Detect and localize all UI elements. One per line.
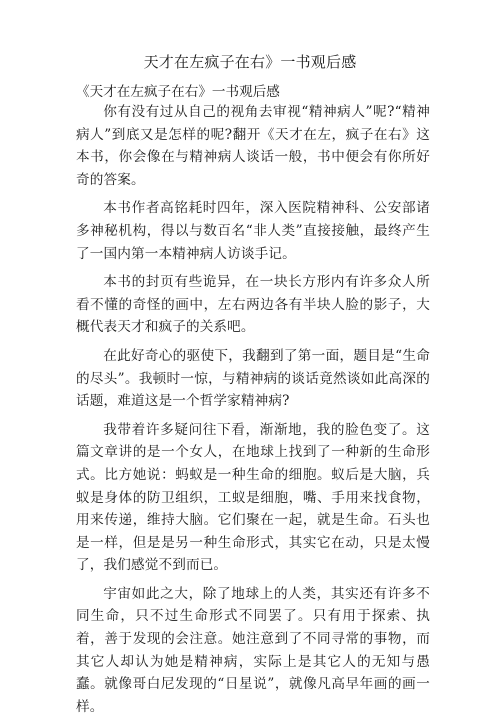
document-title: 天才在左疯子在右》一书观后感	[143, 53, 357, 71]
paragraph: 我带着许多疑问往下看，渐渐地，我的脸色变了。这篇文章讲的是一个女人，在地球上找到了一种新的生命形式。比方她说：蚂蚁是一种生命的细胞。蚁后是大脑，兵蚁是身体的防卫组织，工蚁是细胞，嘴、手用来找食物，用来传递，维持大脑。它们聚在一起，就是生命。石头也是一样，但是是另一种生命形式，其实它在动，只是太慢了，我们感觉不到而已。	[76, 421, 430, 574]
document-body	[76, 101, 430, 724]
paragraph: 在此好奇心的驱使下，我翻到了第一面，题目是“生命的尽头”。我顿时一惊，与精神病的谈话竟然谈如此高深的话题，难道这是一个哲学家精神病?	[76, 347, 430, 410]
document-subtitle: 《天才在左疯子在右》一书观后感	[76, 84, 280, 100]
paragraph: 本书作者高铭耗时四年，深入医院精神科、公安部诸多神秘机构，得以与数百名“非人类”直接接触，最终产生了一国内第一本精神病人访谈手记。	[76, 200, 430, 262]
paragraph: 本书的封页有些诡异，在一块长方形内有许多众人所看不懂的奇怪的画中，左右两边各有半块人脸的影子，大概代表天才和疯子的关系吧。	[76, 274, 430, 336]
paragraph: 你有没有过从自己的视角去审视“精神病人”呢?“精神病人”到底又是怎样的呢?翻开《天才在左，疯子在右》这本书，你会像在与精神病人谈话一般，书中便会有你所好奇的答案。	[76, 104, 430, 188]
paragraph: 宇宙如此之大，除了地球上的人类，其实还有许多不同生命，只不过生命形式不同罢了。只有用于探索、执着，善于发现的会注意。她注意到了不同寻常的事物，而其它人却认为她是精神病，实际上是其它人的无知与愚蠢。就像哥白尼发现的“日星说”，就像凡高早年画的画一样。	[76, 585, 430, 715]
